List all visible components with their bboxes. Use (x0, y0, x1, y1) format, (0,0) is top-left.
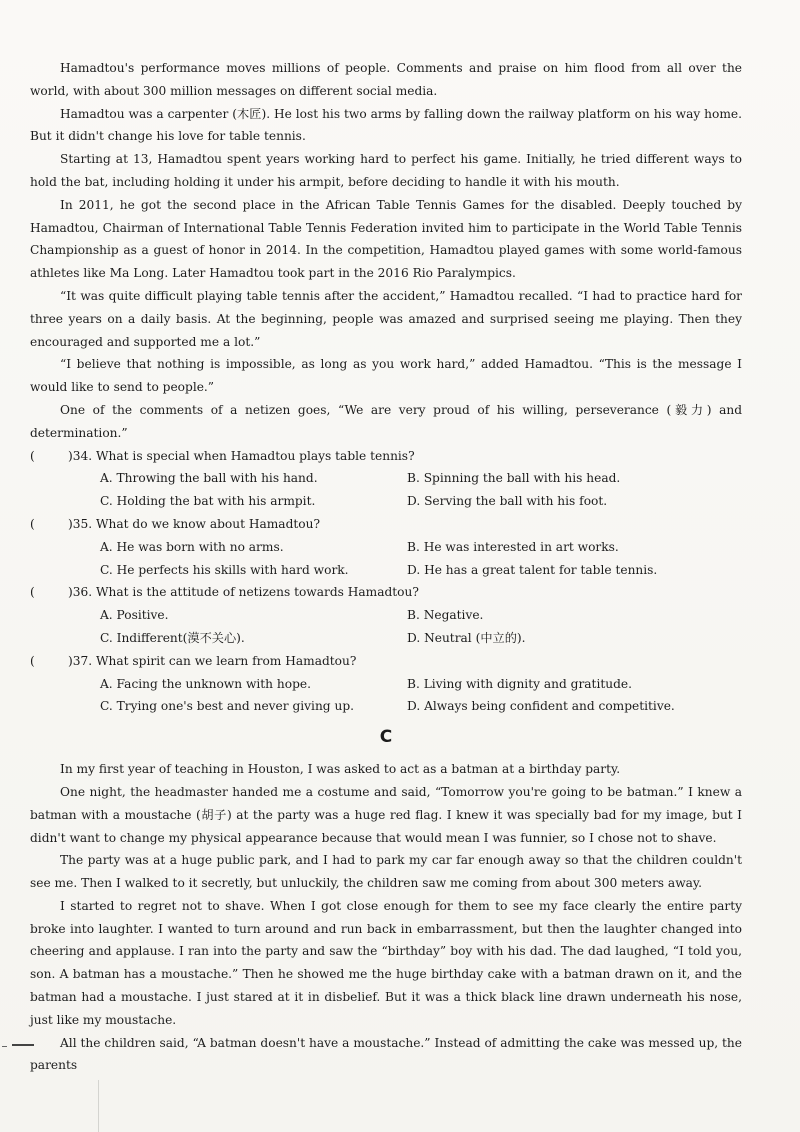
answer-blank[interactable]: ( (30, 585, 35, 600)
question-36 (30, 581, 742, 649)
option-b: B. Negative. (407, 608, 484, 623)
passage-b-paragraph: Starting at 13, Hamadtou spent years working hard to perfect his game. Initially, he tried different ways to hold the bat, including holding it under his armpit, before deciding to handle it with his mouth. (30, 152, 742, 189)
passage-b (30, 57, 742, 445)
question-37 (30, 650, 742, 718)
answer-blank[interactable]: ( (30, 653, 35, 668)
question-stem: )35. What do we know about Hamadtou? (68, 516, 320, 531)
passage-c-paragraph: The party was at a huge public park, and I had to park my car far enough away so that the children couldn't see me. Then I walked to it secretly, but unluckily, the children saw me coming from about 300 meters away. (30, 853, 742, 891)
options-grid (100, 673, 742, 719)
option-b: B. Living with dignity and gratitude. (407, 676, 632, 691)
passage-b-paragraph: One of the comments of a netizen goes, “We are very proud of his willing, perseverance (毅力) and determination.” (30, 402, 742, 440)
options-grid (100, 604, 742, 650)
passage-b-paragraph: “It was quite difficult playing table tennis after the accident,” Hamadtou recalled. “I had to practice hard for three years on a daily basis. At the beginning, people was amazed and surprised seeing me playing. Then they encouraged and supported me a lot.” (30, 288, 742, 349)
option-a: A. He was born with no arms. (100, 539, 284, 554)
option-d: D. He has a great talent for table tennis. (407, 562, 658, 577)
option-b: B. Spinning the ball with his head. (407, 471, 621, 486)
passage-b-paragraph: Hamadtou's performance moves millions of people. Comments and praise on him flood from all over the world, with about 300 million messages on different social media. (30, 61, 742, 98)
passage-c-paragraph: One night, the headmaster handed me a costume and said, “Tomorrow you're going to be batman.” I knew a batman with a moustache (胡子) at the party was a huge red flag. I knew it was specially bad for my image, but I didn't want to change my physical appearance because that would mean I was funnier, so I chose not to shave. (30, 784, 742, 845)
passage-c-paragraph: I started to regret not to shave. When I got close enough for them to see my face clearly the entire party broke into laughter. I wanted to turn around and run back in embarrassment, but then the laughter changed into cheering and applause. I ran into the party and saw the “birthday” boy with his dad. The dad laughed, “I told you, son. A batman has a moustache.” Then he showed me the huge birthday cake with a batman drawn on it, and the batman had a moustache. I just stared at it in disbelief. But it was a thick black line drawn underneath his nose, just like my moustache. (30, 898, 742, 1027)
answer-blank[interactable]: ( (30, 448, 35, 463)
page-content (30, 57, 742, 1077)
question-35 (30, 513, 742, 581)
option-c: C. Holding the bat with his armpit. (100, 494, 316, 509)
answer-blank[interactable]: ( (30, 516, 35, 531)
passage-b-paragraph: “I believe that nothing is impossible, as long as you work hard,” added Hamadtou. “This is the message I would like to send to people.” (30, 357, 742, 395)
question-stem: )37. What spirit can we learn from Hamadtou? (68, 653, 357, 668)
option-d: D. Always being confident and competitive. (407, 699, 675, 714)
question-stem-row (30, 650, 742, 673)
option-c: C. Indifferent(漠不关心). (100, 630, 245, 645)
option-c: C. He perfects his skills with hard work. (100, 562, 349, 577)
question-stem-row (30, 513, 742, 536)
options-grid (100, 467, 742, 513)
passage-b-paragraph: Hamadtou was a carpenter (木匠). He lost his two arms by falling down the railway platform on his way home. But it didn't change his love for table tennis. (30, 106, 742, 144)
question-stem-row (30, 445, 742, 468)
section-heading: C (379, 727, 393, 748)
option-b: B. He was interested in art works. (407, 539, 619, 554)
question-stem: )36. What is the attitude of netizens towards Hamadtou? (68, 585, 419, 600)
question-stem: )34. What is special when Hamadtou plays table tennis? (68, 448, 415, 463)
passage-c-paragraph: All the children said, “A batman doesn't have a moustache.” Instead of admitting the cake was messed up, the parents (30, 1035, 742, 1073)
option-a: A. Throwing the ball with his hand. (100, 471, 318, 486)
option-d: D. Serving the ball with his foot. (407, 494, 608, 509)
question-34 (30, 445, 742, 513)
option-d: D. Neutral (中立的). (407, 630, 526, 645)
binding-line (98, 1080, 99, 1132)
passage-c (30, 758, 742, 1077)
question-stem-row (30, 581, 742, 604)
option-a: A. Facing the unknown with hope. (100, 676, 311, 691)
passage-c-paragraph: In my first year of teaching in Houston, I was asked to act as a batman at a birthday party. (60, 762, 621, 777)
margin-dash (12, 1044, 34, 1046)
option-c: C. Trying one's best and never giving up. (100, 699, 355, 714)
options-grid (100, 536, 742, 582)
margin-tick (2, 1046, 7, 1047)
option-a: A. Positive. (100, 608, 169, 623)
passage-b-paragraph: In 2011, he got the second place in the African Table Tennis Games for the disabled. Deeply touched by Hamadtou, Chairman of International Table Tennis Federation invited him to participate in the World Table Tennis Championship as a guest of honor in 2014. In the competition, Hamadtou played games with some world-famous athletes like Ma Long. Later Hamadtou took part in the 2016 Rio Paralympics. (30, 197, 742, 281)
